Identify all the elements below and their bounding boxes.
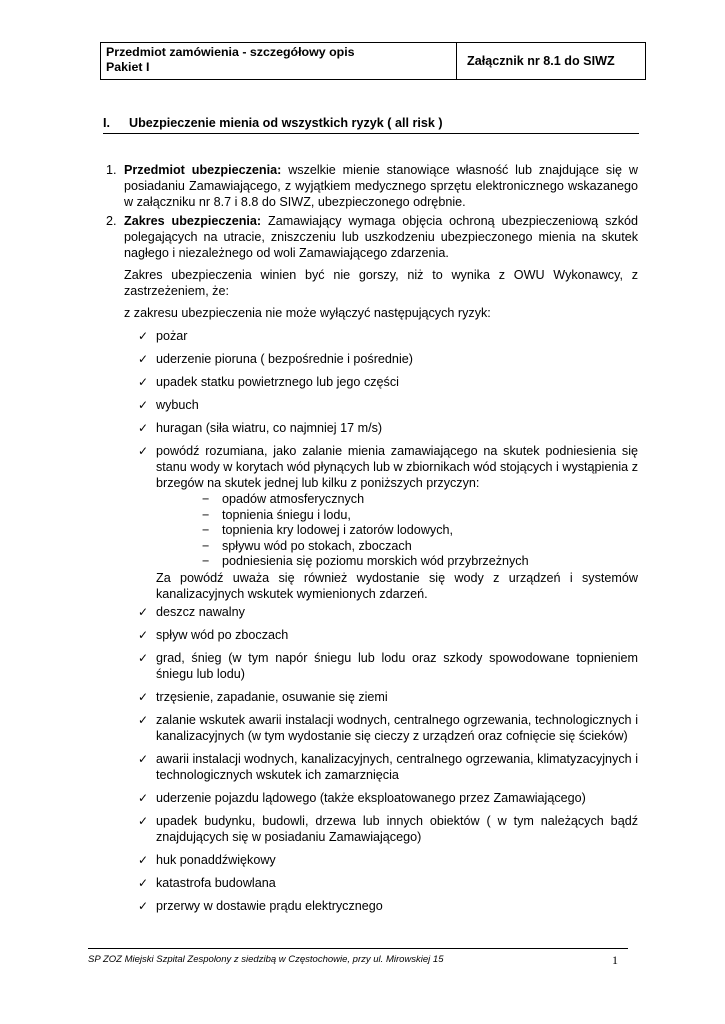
risk-item: ✓ upadek budynku, budowli, drzewa lub innych obiektów ( w tym należących bądź znajdujących się w posiadaniu Zamawiającego) <box>138 813 638 844</box>
check-icon: ✓ <box>138 329 149 343</box>
check-icon: ✓ <box>138 627 149 642</box>
document-body <box>106 162 638 914</box>
flood-causes-list <box>202 492 638 570</box>
check-icon: ✓ <box>138 852 149 867</box>
item-number: 2. <box>106 214 117 228</box>
scope-paragraph: Zakres ubezpieczenia winien być nie gorszy, niż to wynika z OWU Wykonawcy, z zastrzeżeniem, że: <box>124 268 638 298</box>
check-icon: ✓ <box>138 790 149 805</box>
dash-icon: − <box>202 554 210 568</box>
list-item <box>106 162 638 210</box>
item-text: wszelkie mienie stanowiące własność lub znajdujące się w posiadaniu Zamawiającego, z wyjątkiem medycznego sprzętu elektronicznego wskazanego w załączniku nr 8.7 i 8.8 do SIWZ, ubezpieczonego odrębnie. <box>124 163 638 209</box>
header-title-line2: Pakiet I <box>106 60 150 74</box>
check-icon: ✓ <box>138 398 149 412</box>
dash-icon: − <box>202 538 210 553</box>
risk-item: ✓ katastrofa budowlana <box>138 875 276 890</box>
check-icon: ✓ <box>138 421 149 435</box>
dash-icon: − <box>202 507 210 522</box>
flood-cause: − topnienia kry lodowej i zatorów lodowych, <box>202 523 454 537</box>
dash-icon: − <box>202 492 210 506</box>
item-number: 1. <box>106 163 117 177</box>
check-icon: ✓ <box>138 898 149 913</box>
risk-item: ✓ spływ wód po zboczach <box>138 627 289 642</box>
check-icon: ✓ <box>138 604 149 619</box>
flood-cause: − topnienia śniegu i lodu, <box>202 507 351 522</box>
risk-item: ✓ uderzenie pioruna ( bezpośrednie i pośrednie) <box>138 352 413 366</box>
flood-note: Za powódź uważa się również wydostanie się wody z urządzeń i systemów kanalizacyjnych wskutek wymienionych zdarzeń. <box>156 570 638 601</box>
risk-item: ✓ deszcz nawalny <box>138 604 245 619</box>
item-label: Przedmiot ubezpieczenia: <box>124 163 282 177</box>
item-label: Zakres ubezpieczenia: <box>124 214 262 228</box>
check-icon: ✓ <box>138 875 149 890</box>
risk-item: ✓ pożar <box>138 329 188 343</box>
section-title: Ubezpieczenie mienia od wszystkich ryzyk ( all risk ) <box>129 116 443 130</box>
header-title <box>101 43 457 79</box>
check-icon: ✓ <box>138 751 149 766</box>
exclusions-intro: z zakresu ubezpieczenia nie może wyłączyć następujących ryzyk: <box>124 306 491 320</box>
flood-cause: − spływu wód po stokach, zboczach <box>202 538 412 553</box>
check-icon: ✓ <box>138 352 149 366</box>
flood-cause: − podniesienia się poziomu morskich wód przybrzeżnych <box>202 554 529 568</box>
risk-item: ✓ trzęsienie, zapadanie, osuwanie się ziemi <box>138 689 388 704</box>
check-icon: ✓ <box>138 813 149 828</box>
header-title-line1: Przedmiot zamówienia - szczegółowy opis <box>106 45 355 59</box>
risk-item: ✓ powódź rozumiana, jako zalanie mienia zamawiającego na skutek podniesienia się stanu wody w korytach wód płynących lub w zbiornikach wód stojących i wystąpienia z brzegów na skutek jednej lub kilku z poniższych przyczyn: <box>138 444 638 490</box>
risk-item: ✓ grad, śnieg (w tym napór śniegu lub lodu oraz szkody spowodowane topnieniem śniegu lub lodu) <box>138 650 638 681</box>
check-icon: ✓ <box>138 689 149 704</box>
flood-cause: − opadów atmosferycznych <box>202 492 365 506</box>
item-text: Zamawiający wymaga objęcia ochroną ubezpieczeniową szkód polegających na utracie, zniszczeniu lub uszkodzeniu ubezpieczonego mienia na skutek nagłego i niezależnego od woli Zamawiającego zdarzenia. <box>124 214 639 260</box>
risk-item: ✓ upadek statku powietrznego lub jego części <box>138 375 399 389</box>
check-icon: ✓ <box>138 375 149 389</box>
risk-item: ✓ huragan (siła wiatru, co najmniej 17 m/s) <box>138 421 383 435</box>
risk-item: ✓ huk ponaddźwiękowy <box>138 852 276 867</box>
check-icon: ✓ <box>138 444 149 458</box>
footer-text: SP ZOZ Miejski Szpital Zespolony z siedzibą w Częstochowie, przy ul. Mirowskiej 15 <box>88 954 444 965</box>
section-number: I. <box>103 116 110 130</box>
check-icon: ✓ <box>138 712 149 727</box>
check-icon: ✓ <box>138 650 149 665</box>
footer-divider <box>88 948 628 949</box>
risk-item: ✓ przerwy w dostawie prądu elektrycznego <box>138 898 383 913</box>
risk-item: ✓ wybuch <box>138 398 199 412</box>
attachment-label: Załącznik nr 8.1 do SIWZ <box>467 54 615 68</box>
header-box <box>100 42 646 80</box>
list-item <box>106 213 638 261</box>
risk-item: ✓ zalanie wskutek awarii instalacji wodnych, centralnego ogrzewania, technologicznych i kanalizacyjnych (w tym wydostanie się cieczy z urządzeń oraz cofnięcie się ścieków) <box>138 712 638 743</box>
section-heading <box>103 116 639 134</box>
page-number: 1 <box>612 953 618 967</box>
risk-list <box>138 328 638 914</box>
risk-item: ✓ uderzenie pojazdu lądowego (także eksploatowanego przez Zamawiającego) <box>138 790 586 805</box>
dash-icon: − <box>202 523 210 537</box>
risk-item: ✓ awarii instalacji wodnych, kanalizacyjnych, centralnego ogrzewania, klimatyzacyjnych i technologicznych wskutek ich zamarznięcia <box>138 751 638 782</box>
